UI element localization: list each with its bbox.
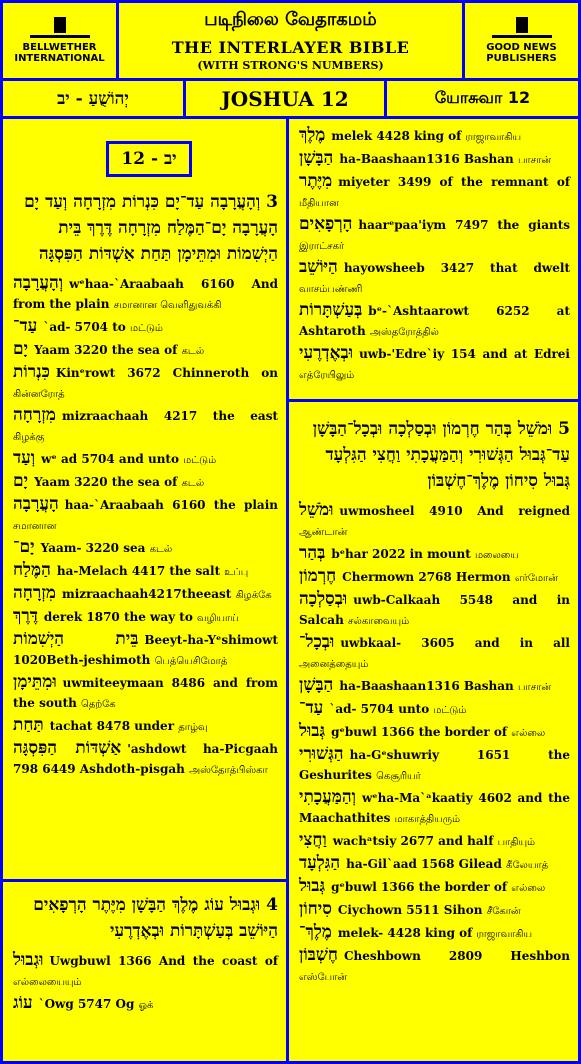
word-entry	[13, 738, 278, 781]
word-entry	[299, 922, 570, 945]
left-panel-verse3	[3, 119, 286, 879]
tamil-gloss: சமானான வெளிதுவக்கி	[113, 300, 222, 311]
hebrew-word: בֵּית הַיְשִׁמוֹת	[13, 629, 139, 649]
verse5-hebrew: 5 וּמֹשֵׁל בְּהַר חֶרְמוֹן וּבְסַלְכָה וּבְכָל־הַבָּשָׁן עַד־גְּבוּל הַגְּשׁוּרִי וְהַמַּעֲכָתִי וַחֲצִי הַגִּלְעָד גְּבוּל סִיחוֹן מֶלֶךְ־חֶשְׁבּוֹן	[312, 419, 570, 491]
tamil-gloss: உப்பு	[224, 567, 249, 578]
tamil-gloss: கெசூரியர்	[376, 771, 421, 782]
right-panel-verse5	[289, 402, 578, 1061]
hebrew-word: וַחֲצִי	[299, 830, 327, 850]
tamil-gloss: அஸ்தோத்பிஸ்கா	[189, 765, 268, 776]
hebrew-word: הַגְּשׁוּרִי	[299, 744, 344, 764]
hebrew-word: יָם־	[13, 537, 35, 557]
title-english: THE INTERLAYER BIBLE	[171, 38, 410, 57]
bellwether-icon	[30, 17, 90, 38]
right-panel-verse4-cont	[289, 119, 578, 399]
hebrew-word: אַשְׁדּוֹת הַפִּסְגָּה	[13, 738, 122, 758]
tamil-gloss: சீகோன்	[486, 906, 521, 917]
left-panel-verse4	[3, 882, 286, 1061]
transliteration: melek- 4428 king of	[337, 926, 473, 940]
title-tamil: படிநிலை வேதாகமம்	[204, 9, 377, 30]
hebrew-word: וּבְסַלְכָה	[299, 589, 348, 609]
word-entry	[299, 945, 570, 988]
hebrew-word: וּמֹשֵׁל	[299, 500, 334, 520]
tamil-gloss: கடல்	[181, 478, 205, 489]
hebrew-word: הָעֲרָבָה	[13, 494, 59, 514]
chapter-box	[106, 141, 192, 177]
transliteration: miyeter 3499 of the remnant of	[338, 175, 570, 189]
word-entry	[13, 950, 278, 993]
word-entry	[299, 125, 570, 148]
word-entry	[299, 787, 570, 830]
tamil-gloss: எல்லை	[511, 883, 546, 894]
transliteration: tachat 8478 under	[49, 719, 175, 733]
hebrew-word: מֶלֶךְ־	[299, 922, 332, 942]
hebrew-word: חֶשְׁבּוֹן	[299, 945, 338, 965]
hebrew-word: חֶרְמוֹן	[299, 566, 337, 586]
transliteration: Yaam- 3220 sea	[40, 541, 146, 555]
word-entry	[13, 606, 278, 629]
word-entry	[299, 214, 570, 257]
tamil-gloss: பாசான்	[517, 682, 552, 693]
hebrew-word: עַד־	[299, 698, 324, 718]
transliteration: wᵉha-Ma`ᵃkaatiy 4602 and the Maachathites	[299, 791, 570, 825]
left-logo	[3, 3, 116, 78]
verse4-hebrew: 4 וּגְבוּל עוֹג מֶלֶךְ הַבָּשָׁן מִיֶּתֶר הָרְפָאִים הַיּוֹשֵׁב בְּעַשְׁתָּרוֹת וּבְאֶדְרֶעִי	[33, 895, 278, 941]
tamil-gloss: சல்காவையும்	[348, 616, 410, 627]
tamil-gloss: அனைத்தையும்	[299, 659, 369, 670]
tamil-gloss: வாசம்பண்ணி	[299, 284, 363, 295]
hebrew-word: יָם	[13, 471, 29, 491]
transliteration: 'ashdowt ha-Picgaah 798 6449 Ashdoth-pisgah	[13, 742, 278, 776]
tamil-gloss: மீதியான	[299, 198, 339, 209]
tamil-gloss: பெத்யெசிமோத்	[154, 656, 228, 667]
word-entry	[13, 316, 278, 339]
hebrew-word: גְּבוּל	[299, 876, 326, 896]
word-entry	[299, 721, 570, 744]
word-entry	[13, 672, 278, 715]
transliteration: bᵉhar 2022 in mount	[331, 547, 471, 561]
right-logo	[465, 3, 578, 78]
word-entry	[299, 744, 570, 787]
tamil-gloss: கிழக்கே	[235, 590, 272, 601]
tamil-gloss: எல்லை	[511, 728, 546, 739]
book-hebrew	[3, 81, 183, 116]
word-entry	[299, 589, 570, 632]
tamil-gloss: வழியாய்	[197, 613, 239, 624]
word-entry	[299, 675, 570, 698]
transliteration: uwbkaal- 3605 and in all	[340, 636, 570, 650]
transliteration: ha-Gᵉshuwriy 1651 the Geshurites	[299, 748, 570, 782]
word-entry	[13, 405, 278, 448]
tamil-gloss: பாதியும்	[497, 837, 536, 848]
transliteration: gᵉbuwl 1366 the border of	[331, 880, 508, 894]
word-entry	[299, 500, 570, 543]
hebrew-word: סִיחוֹן	[299, 899, 332, 919]
hebrew-word: הַיּוֹשֵׁב	[299, 257, 338, 277]
word-entry	[13, 715, 278, 738]
tamil-gloss: மட்டும்	[433, 705, 467, 716]
tamil-gloss: ஓக்	[138, 1000, 154, 1011]
hebrew-word: כִּנְרוֹת	[13, 362, 50, 382]
transliteration: derek 1870 the way to	[43, 610, 193, 624]
transliteration: bᵉ-`Ashtaarowt 6252 at Ashtaroth	[299, 304, 570, 338]
word-entry	[13, 448, 278, 471]
word-entry	[299, 876, 570, 899]
transliteration: Beeyt-ha-Yᵉshimowt 1020Beth-jeshimoth	[13, 633, 278, 667]
transliteration: Yaam 3220 the sea of	[34, 343, 178, 357]
word-entry	[13, 471, 278, 494]
transliteration: Chermown 2768 Hermon	[342, 570, 511, 584]
word-entry	[13, 560, 278, 583]
transliteration: mizraachaah 4217 the east	[62, 409, 278, 423]
good-news-icon	[492, 17, 552, 38]
hebrew-word: מִזְרָחָה	[13, 583, 57, 603]
hebrew-word: וְהָעֲרָבָה	[13, 273, 64, 293]
tamil-gloss: மாகாத்தியரும்	[394, 814, 461, 825]
chapter-label: 12 - יב	[121, 149, 177, 169]
tamil-gloss: அஸ்தரோத்தில்	[369, 327, 439, 338]
book-english	[186, 81, 384, 116]
hebrew-word: הַבָּשָׁן	[299, 148, 334, 168]
tamil-gloss: இராட்சகர்	[299, 241, 345, 252]
tamil-gloss: கடல்	[181, 346, 205, 357]
verse4-cont-word-list	[299, 125, 570, 386]
transliteration: melek 4428 king of	[331, 129, 462, 143]
word-entry	[13, 494, 278, 537]
transliteration: `ad- 5704 unto	[329, 702, 430, 716]
tamil-gloss: தெற்கே	[81, 699, 116, 710]
transliteration: uwb-Calkaah 5548 and in Salcah	[299, 593, 570, 627]
transliteration: gᵉbuwl 1366 the border of	[331, 725, 508, 739]
hebrew-word: יָם	[13, 339, 29, 359]
left-logo-text: BELLWETHER INTERNATIONAL	[14, 42, 105, 64]
transliteration: uwmiteeymaan 8486 and from the south	[13, 676, 278, 710]
transliteration: wᵉ ad 5704 and unto	[41, 452, 179, 466]
transliteration: uwb-'Edre`iy 154 and at Edrei	[359, 347, 570, 361]
verse3-hebrew: 3 וְהָעֲרָבָה עַד־יָם כִּנְרוֹת מִזְרָחָה וְעַד יָם הָעֲרָבָה יָם־הַמֶּלַח מִזְרָחָה דֶּרֶךְ בֵּית הַיְשִׁמוֹת וּמִתֵּימָן תַּחַת אַשְׁדּוֹת הַפִּסְגָּה	[24, 192, 278, 264]
hebrew-word: וּמִתֵּימָן	[13, 672, 57, 692]
hebrew-word: וּגְבוּל	[13, 950, 44, 970]
word-entry	[299, 566, 570, 589]
word-entry	[13, 362, 278, 405]
word-entry	[299, 148, 570, 171]
hebrew-word: תַּחַת	[13, 715, 44, 735]
verse3-word-list	[13, 273, 278, 781]
word-entry	[13, 629, 278, 672]
transliteration: wachᵃtsiy 2677 and half	[332, 834, 494, 848]
hebrew-word: מִזְרָחָה	[13, 405, 57, 425]
tamil-gloss: கிழக்கு	[13, 432, 45, 443]
hebrew-word: וְהַמַּעֲכָתִי	[299, 787, 356, 807]
word-entry	[299, 899, 570, 922]
book-english-text: JOSHUA 12	[221, 86, 349, 111]
hebrew-word: מֶלֶךְ	[299, 125, 326, 145]
tamil-gloss: கீலேயாத்	[506, 860, 549, 871]
transliteration: ha-Gil`aad 1568 Gilead	[346, 857, 502, 871]
tamil-gloss: மட்டும்	[129, 323, 163, 334]
verse5-word-list	[299, 500, 570, 988]
transliteration: mizraachaah4217theeast	[62, 587, 232, 601]
transliteration: ha-Baashaan1316 Bashan	[339, 679, 514, 693]
hebrew-word: הַבָּשָׁן	[299, 675, 334, 695]
hebrew-word: עַד־	[13, 316, 38, 336]
book-hebrew-text: יְהוֹשֻׁעַ - יב	[57, 88, 129, 109]
tamil-gloss: எல்லையையும்	[13, 977, 82, 988]
transliteration: hayowsheeb 3427 that dwelt	[343, 261, 570, 275]
hebrew-word: הַגִּלְעָד	[299, 853, 341, 873]
word-entry	[13, 537, 278, 560]
tamil-gloss: ராஜாவாகிய	[465, 132, 522, 143]
book-tamil	[387, 81, 578, 116]
word-entry	[299, 830, 570, 853]
tamil-gloss: தாழ்வு	[178, 722, 208, 733]
verse4-word-list	[13, 950, 278, 1016]
subtitle: (WITH STRONG'S NUMBERS)	[197, 59, 384, 72]
tamil-gloss: எஸ்போன்	[299, 972, 348, 983]
word-entry	[299, 853, 570, 876]
tamil-gloss: ராஜாவாகிய	[476, 929, 533, 940]
transliteration: haa-`Araabaah 6160 the plain	[64, 498, 278, 512]
transliteration: wᵉhaa-`Araabaah 6160 And from the plain	[13, 277, 278, 311]
transliteration: ha-Baashaan1316 Bashan	[339, 152, 514, 166]
word-entry	[299, 257, 570, 300]
word-entry	[299, 632, 570, 675]
tamil-gloss: சமானான	[13, 521, 57, 532]
word-entry	[299, 171, 570, 214]
word-entry	[299, 698, 570, 721]
hebrew-word: הַמֶּלַח	[13, 560, 51, 580]
word-entry	[299, 300, 570, 343]
tamil-gloss: மலையை	[474, 550, 519, 561]
word-entry	[13, 993, 278, 1016]
word-entry	[13, 583, 278, 606]
tamil-gloss: எத்ரேயிலும்	[299, 370, 355, 381]
transliteration: Ciychown 5511 Sihon	[337, 903, 483, 917]
title-block	[119, 3, 462, 78]
right-logo-text: GOOD NEWS PUBLISHERS	[486, 42, 557, 64]
tamil-gloss: ஆண்டான்	[299, 527, 348, 538]
hebrew-word: וּבְכָל־	[299, 632, 335, 652]
transliteration: `ad- 5704 to	[43, 320, 126, 334]
book-tamil-text: யோசுவா 12	[434, 88, 531, 107]
transliteration: Kinᵉrowt 3672 Chinneroth on	[55, 366, 278, 380]
transliteration: ha-Melach 4417 the salt	[56, 564, 221, 578]
hebrew-word: גְּבוּל	[299, 721, 326, 741]
transliteration: haarᵉpaa'iym 7497 the giants	[358, 218, 570, 232]
word-entry	[299, 343, 570, 386]
hebrew-word: וְעַד	[13, 448, 36, 468]
hebrew-word: עוֹג	[13, 993, 33, 1013]
word-entry	[13, 339, 278, 362]
hebrew-word: בְּהַר	[299, 543, 326, 563]
word-entry	[299, 543, 570, 566]
hebrew-word: מִיֶּתֶר	[299, 171, 333, 191]
transliteration: `Owg 5747 Og	[38, 997, 135, 1011]
hebrew-word: דֶּרֶךְ	[13, 606, 38, 626]
tamil-gloss: கடல்	[149, 544, 173, 555]
hebrew-word: הָרְפָאִים	[299, 214, 353, 234]
word-entry	[13, 273, 278, 316]
transliteration: Uwgbuwl 1366 And the coast of	[49, 954, 278, 968]
transliteration: Cheshbown 2809 Heshbon	[343, 949, 570, 963]
tamil-gloss: மட்டும்	[183, 455, 217, 466]
hebrew-word: וּבְאֶדְרֶעִי	[299, 343, 354, 363]
tamil-gloss: கின்னரோத்	[13, 389, 65, 400]
hebrew-word: בְּעַשְׁתָּרוֹת	[299, 300, 363, 320]
transliteration: uwmosheel 4910 And reigned	[339, 504, 570, 518]
transliteration: Yaam 3220 the sea of	[34, 475, 178, 489]
tamil-gloss: எர்மோன்	[514, 573, 558, 584]
tamil-gloss: பாசான்	[517, 155, 552, 166]
